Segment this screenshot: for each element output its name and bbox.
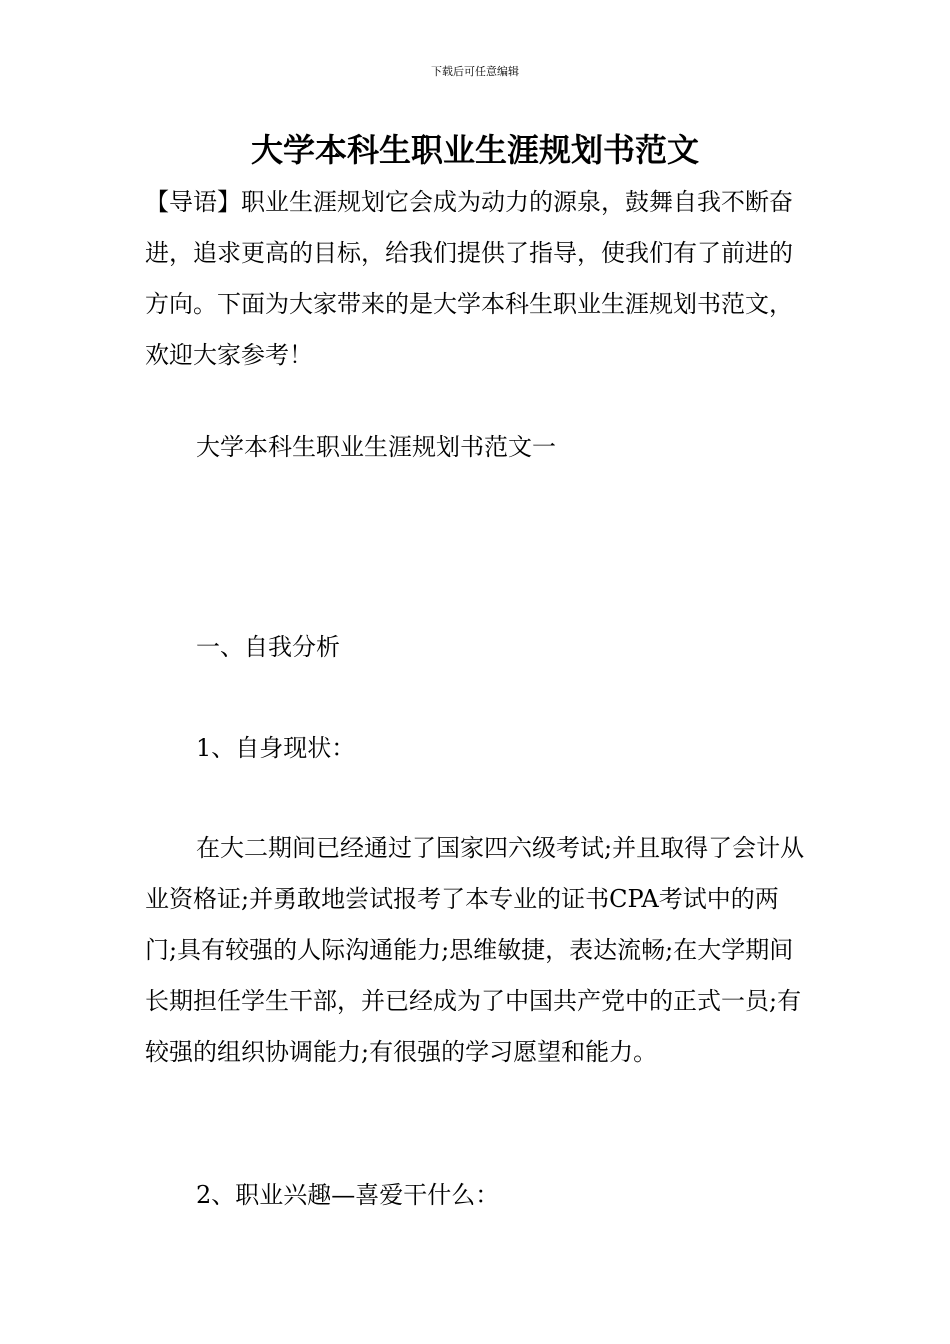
paragraph-current-status: 在大二期间已经通过了国家四六级考试;并且取得了会计从业资格证;并勇敢地尝试报考了本专业的证书CPA考试中的两门;具有较强的人际沟通能力;思维敏捷，表达流畅;在大学期间长期担任学生干部，并已经成为了中国共产党中的正式一员;有较强的组织协调能力;有很强的学习愿望和能力。 (145, 834, 805, 1066)
intro-paragraph: 【导语】职业生涯规划它会成为动力的源泉，鼓舞自我不断奋进，追求更高的目标，给我们提供了指导，使我们有了前进的方向。下面为大家带来的是大学本科生职业生涯规划书范文，欢迎大家参考！ (145, 188, 793, 369)
document-title: 大学本科生职业生涯规划书范文 (250, 131, 699, 169)
item-heading-career-interest: 2、职业兴趣—喜爱干什么： (196, 1181, 500, 1209)
header-note: 下载后可任意编辑 (431, 65, 519, 78)
section-heading: 大学本科生职业生涯规划书范文一 (196, 433, 556, 461)
part-heading-self-analysis: 一、自我分析 (196, 633, 340, 661)
item-heading-current-status: 1、自身现状： (196, 734, 356, 762)
